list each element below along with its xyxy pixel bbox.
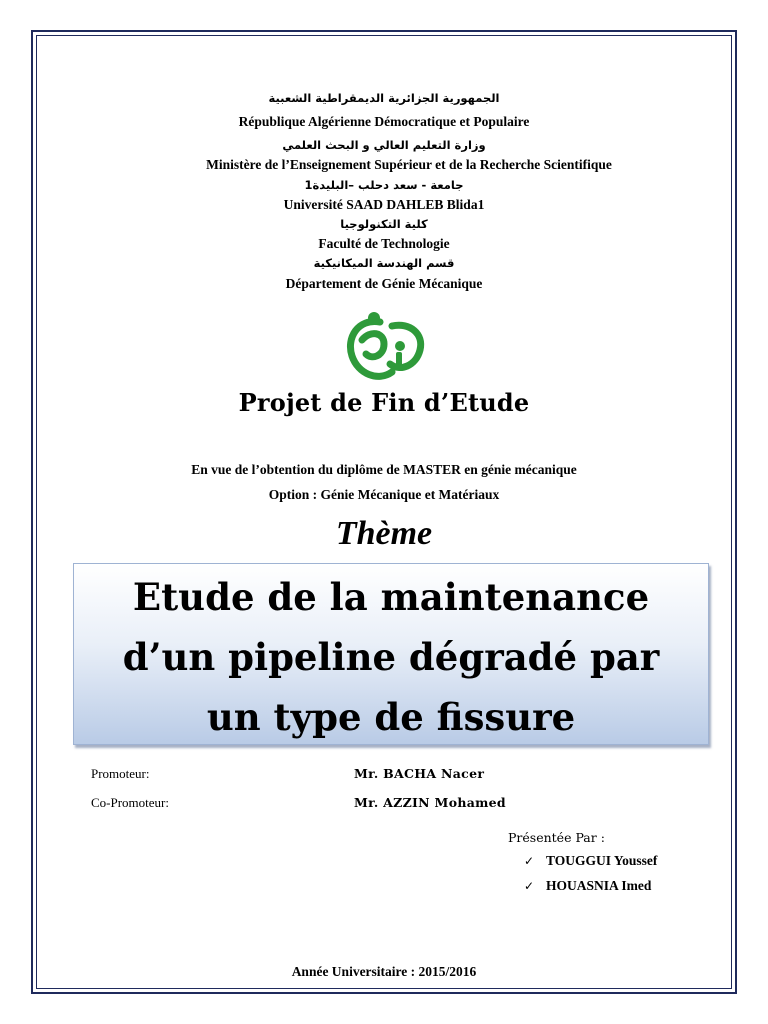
project-title-line-1: Etude de la maintenance <box>132 575 650 619</box>
presented-by-label: Présentée Par : <box>508 830 605 845</box>
header-ar-faculty: كلية التكنولوجيا <box>340 217 428 231</box>
project-option: Option : Génie Mécanique et Matériaux <box>268 487 500 502</box>
header-fr-republic: République Algérienne Démocratique et Populaire <box>238 114 530 129</box>
check-icon: ✓ <box>524 879 535 893</box>
student-item <box>524 853 657 869</box>
header-ar-university: جامعة - سعد دحلب –البليدة1 <box>304 178 464 192</box>
promoteur-name: Mr. BACHA Nacer <box>354 766 485 781</box>
copromoteur-name: Mr. AZZIN Mohamed <box>354 795 506 810</box>
university-logo-icon <box>340 310 430 386</box>
copromoteur-label: Co-Promoteur: <box>91 795 169 810</box>
project-heading: Projet de Fin d’Etude <box>238 388 530 417</box>
theme-label: Thème <box>335 515 433 552</box>
project-title-line-2: d’un pipeline dégradé par <box>122 635 660 679</box>
header-ar-department: قسم الهندسة الميكانيكية <box>313 256 455 270</box>
header-ar-ministry: وزارة التعليم العالي و البحث العلمي <box>282 138 486 152</box>
header-fr-ministry: Ministère de l’Enseignement Supérieur et de la Recherche Scientifique <box>206 157 612 172</box>
header-fr-faculty: Faculté de Technologie <box>318 236 450 251</box>
academic-year: Année Universitaire : 2015/2016 <box>291 964 477 979</box>
project-title-box <box>73 563 709 745</box>
header-fr-department: Département de Génie Mécanique <box>285 276 483 291</box>
project-title-line-3: un type de fissure <box>206 695 576 739</box>
header-fr-university: Université SAAD DAHLEB Blida1 <box>283 197 485 212</box>
header-ar-republic: الجمهورية الجزائرية الديمقراطية الشعبية <box>268 91 500 105</box>
check-icon: ✓ <box>524 854 535 868</box>
promoteur-label: Promoteur: <box>91 766 150 781</box>
student-item <box>524 878 651 894</box>
student-name: TOUGGUI Youssef <box>546 853 658 868</box>
project-objective: En vue de l’obtention du diplôme de MASTER en génie mécanique <box>191 462 577 477</box>
student-name: HOUASNIA Imed <box>546 878 652 893</box>
